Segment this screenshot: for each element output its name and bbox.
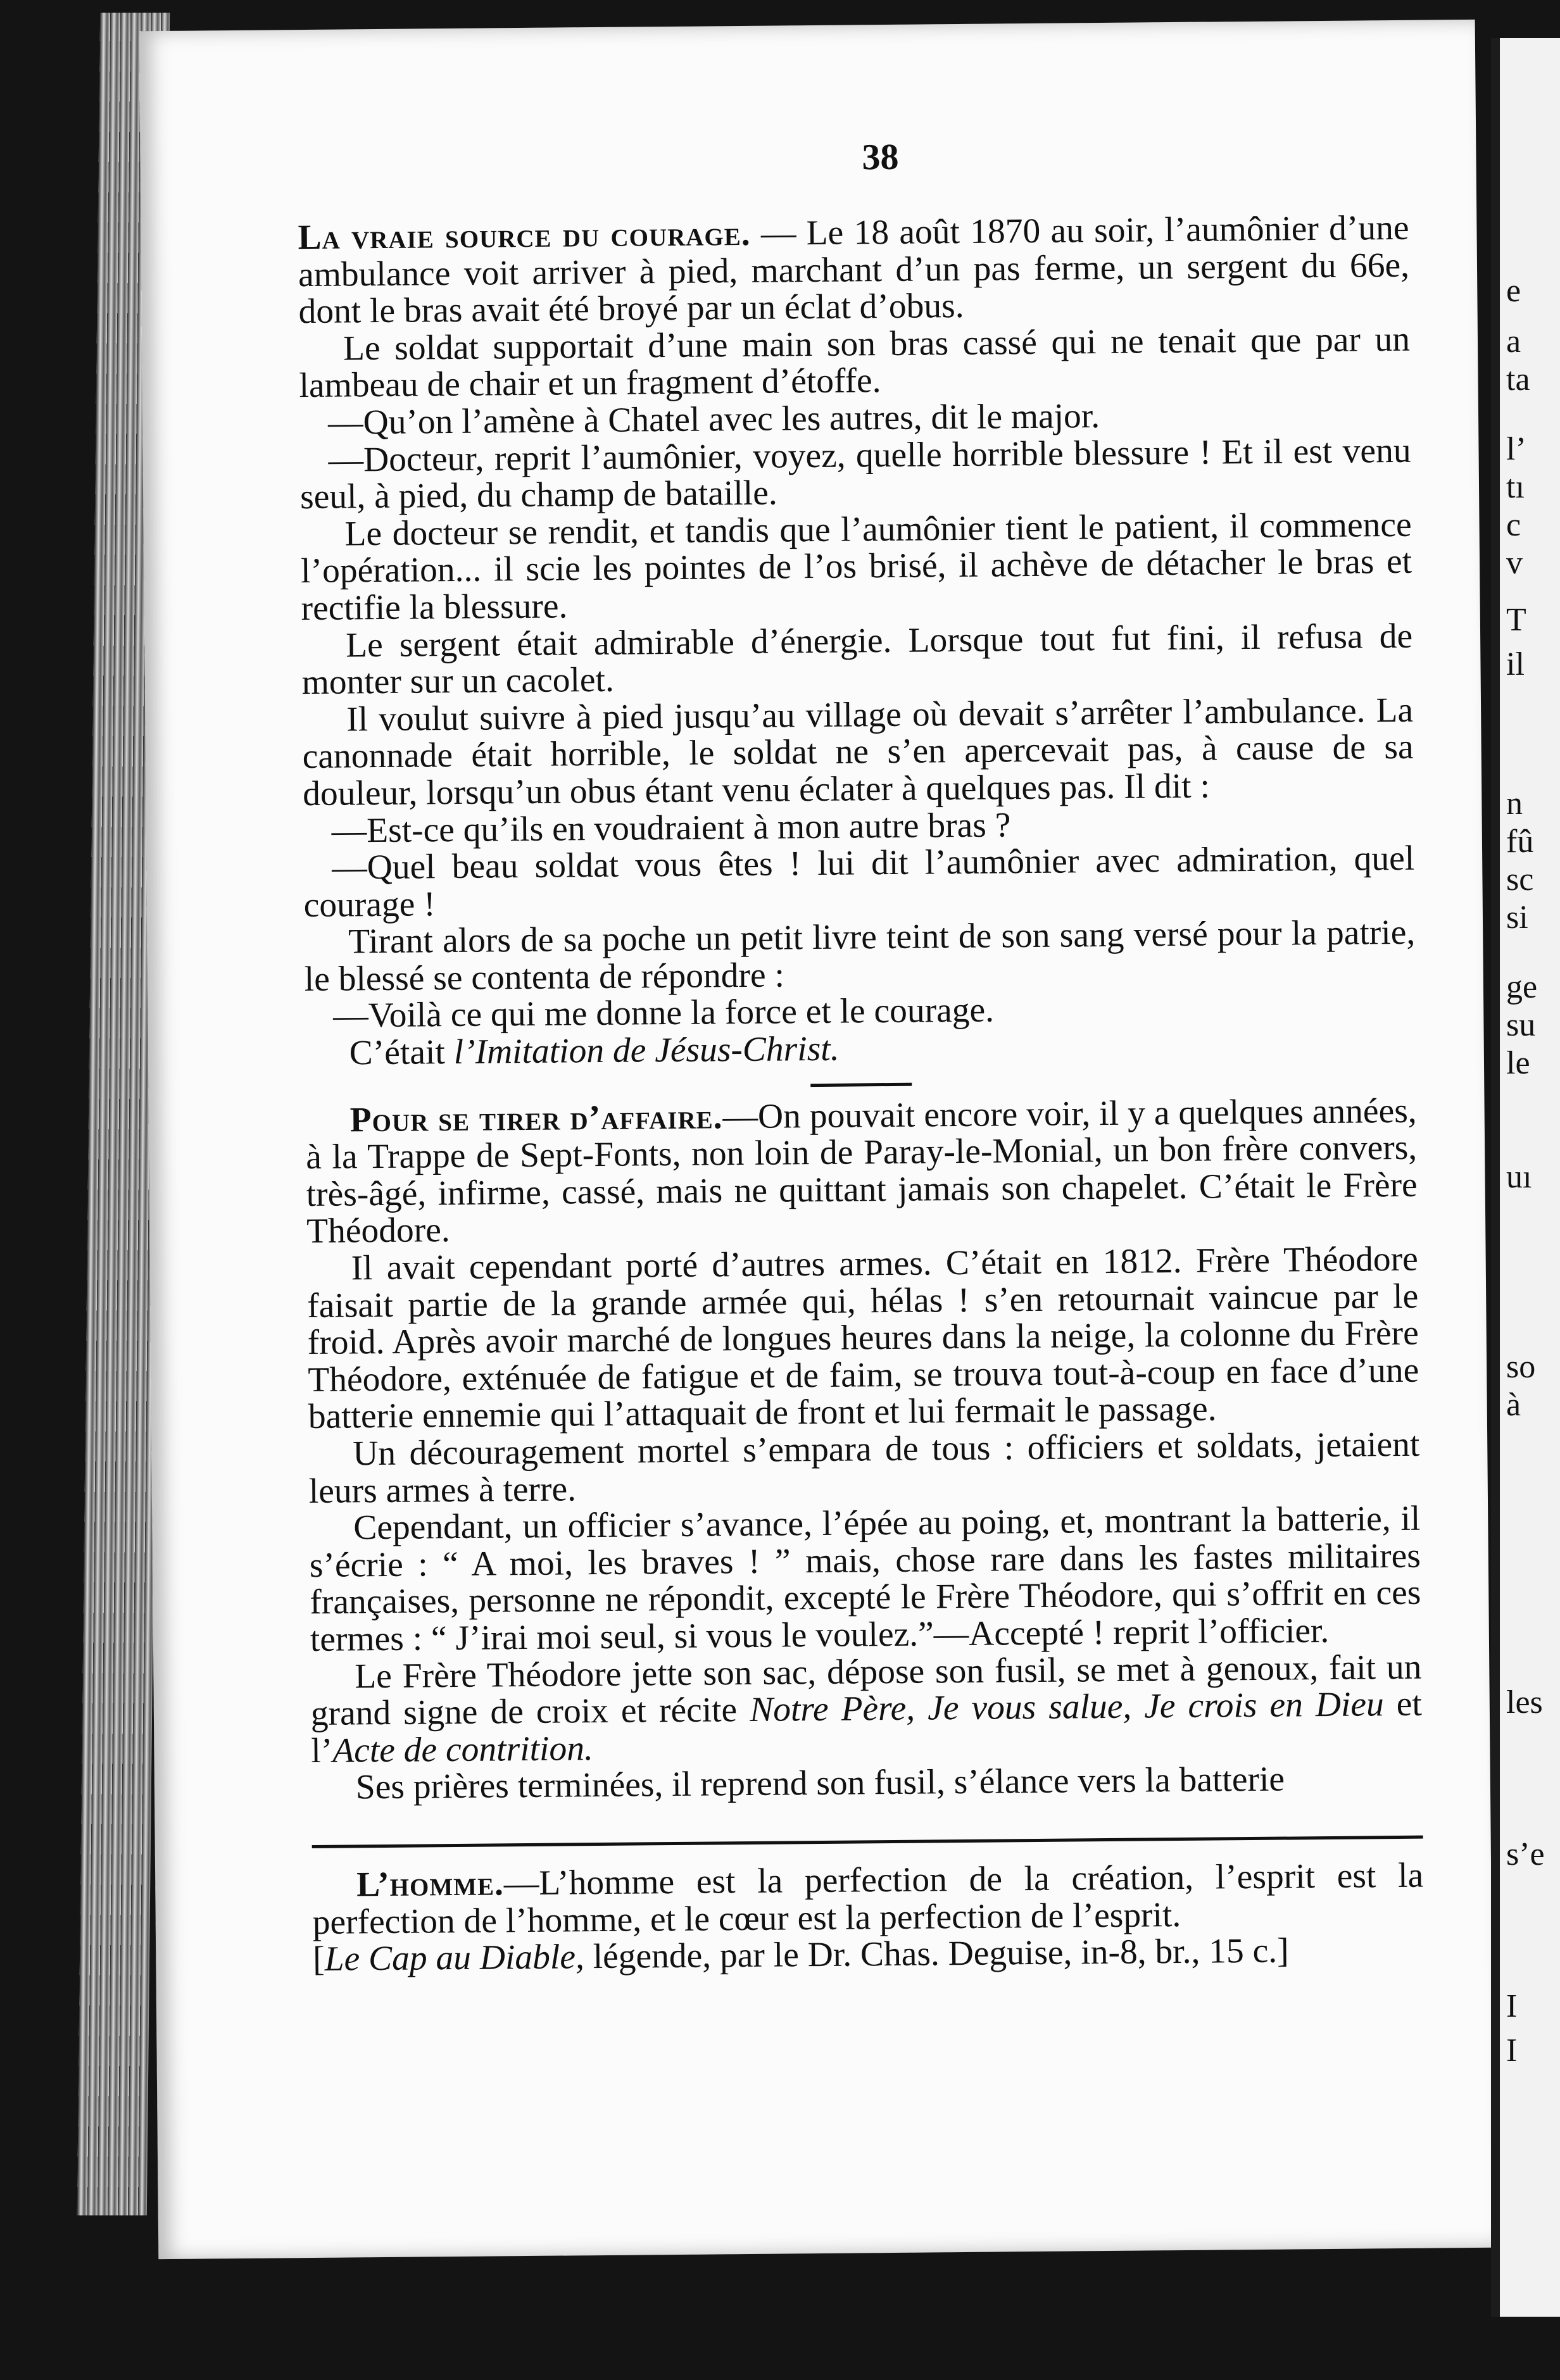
section1-paragraph: Tirant alors de sa poche un petit livre teint de son sang versé pour la patrie, le blessé se contenta de répondre : (304, 913, 1416, 999)
citation-details: légende, par le Dr. Chas. Deguise, in-8, br., 15 c.] (584, 1931, 1289, 1977)
adjacent-page-fragment: le (1506, 1045, 1530, 1081)
adjacent-page-fragment: s’e (1506, 1836, 1545, 1872)
section1-dialog: —Quel beau soldat vous êtes ! lui dit l’aumônier avec admiration, quel courage ! (303, 839, 1415, 925)
adjacent-page-edge (1491, 38, 1560, 2317)
section3-heading: L’homme. (356, 1864, 505, 1905)
section1-paragraph: — Le 18 août 1870 au soir, l’aumônier d’une ambulance voit arriver à pied, marchant d’un pas ferme, un sergent du 66e, dont le bras avait été broyé par un éclat d’obus. (298, 208, 1410, 332)
section-divider (810, 1082, 912, 1086)
adjacent-page-fragment: so (1506, 1349, 1536, 1385)
section2-heading: Pour se tirer d’affaire. (349, 1097, 723, 1140)
adjacent-page-fragment: l’ (1506, 431, 1526, 467)
section2-paragraph: —On pouvait encore voir, il y a quelques années, à la Trappe de Sept-Fonts, non loin de Paray-le-Monial, un bon frère convers, très-âgé, infirme, cassé, mais ne quittant jamais son chapelet. C’était le Frère Théodore. (305, 1091, 1418, 1251)
section1-paragraph: Le docteur se rendit, et tandis que l’aumônier tient le patient, il commence l’opération... il scie les pointes de l’os brisé, il achève de détacher le bras et rectifie la blessure. (300, 505, 1412, 629)
adjacent-page-fragment: su (1506, 1007, 1536, 1043)
citation-title: Le Cap au Diable, (324, 1938, 585, 1979)
page-body (298, 210, 1424, 1979)
adjacent-page-fragment: a (1506, 323, 1521, 360)
adjacent-page-fragment: T (1506, 602, 1526, 638)
section1-dialog: —Est-ce qu’ils en voudraient à mon autre bras ? (331, 805, 1011, 851)
section3-text: —L’homme est la perfection de la création, l’esprit est la perfection de l’homme, et le cœur est la perfection de l’esprit. (312, 1856, 1424, 1942)
section2-last-line: Ses prières terminées, il reprend son fusil, s’élance vers la batterie (355, 1760, 1285, 1807)
adjacent-page-fragment: n (1506, 786, 1523, 822)
section3-paragraph (312, 1858, 1424, 1941)
adjacent-page-fragment: si (1506, 899, 1528, 936)
adjacent-page-fragment: fû (1506, 824, 1534, 860)
prayer-mid: et l’ (311, 1684, 1423, 1770)
section1-dialog: —Qu’on l’amène à Chatel avec les autres, dit le major. (327, 397, 1100, 442)
adjacent-page-fragment: les (1506, 1684, 1543, 1720)
adjacent-page-fragment: v (1506, 545, 1523, 581)
prayer-intro: Le Frère Théodore jette son sac, dépose son fusil, se met à genoux, fait un grand signe de croix et récite (310, 1648, 1422, 1734)
citation (313, 1932, 1424, 1979)
adjacent-page-fragment: I (1506, 2032, 1518, 2069)
adjacent-page-fragment: I (1506, 1988, 1518, 2024)
closing-prefix: C’était (349, 1033, 454, 1073)
adjacent-page-fragment: uı (1506, 1159, 1532, 1195)
section1-first-paragraph (298, 210, 1409, 331)
adjacent-page-fragment: c (1506, 507, 1521, 543)
footer-divider (312, 1836, 1423, 1848)
citation-bracket: [ (313, 1939, 325, 1979)
section2-first-paragraph (305, 1093, 1418, 1251)
adjacent-page-fragment: à (1506, 1387, 1521, 1423)
section2-paragraph: Il avait cependant porté d’autres armes. C’était en 1812. Frère Théodore faisait partie de la grande armée qui, hélas ! s’en retournait vaincue par le froid. Après avoir marché de longues heures dans la neige, la colonne du Frère Théodore, exténuée de fatigue et de faim, se trouva tout-à-coup en face d’une batterie ennemie qui l’attaquait de front et lui fermait le passage. (306, 1239, 1419, 1437)
section1-dialog: —Docteur, reprit l’aumônier, voyez, quelle horrible blessure ! Et il est venu seul, à pied, du champ de bataille. (299, 431, 1411, 517)
section1-dialog: —Voilà ce qui me donne la force et le courage. (333, 991, 995, 1036)
adjacent-page-fragment: e (1506, 273, 1521, 309)
section1-closing (305, 1026, 1416, 1073)
section1-paragraph: Il voulut suivre à pied jusqu’au village où devait s’arrêter l’ambulance. La canonnade était horrible, le soldat ne s’en apercevait pas, à cause de sa douleur, lorsqu’un obus étant venu éclater à quelques pas. Il dit : (302, 691, 1414, 813)
adjacent-page-fragment: ge (1506, 969, 1538, 1005)
section2-prayer-paragraph (310, 1649, 1422, 1770)
adjacent-page-fragment: ta (1506, 361, 1530, 398)
page-number: 38 (862, 135, 899, 178)
section2-paragraph: Cependant, un officier s’avance, l’épée au poing, et, montrant la batterie, il s’écrie : “ A moi, les braves ! ” mais, chose rare dans les fastes militaires françaises, personne ne répondit, excepté le Frère Théodore, qui s’offrit en ces termes : “ J’irai moi seul, si vous le voulez.”—Accepté ! reprit l’officier. (309, 1499, 1421, 1659)
section2-paragraph: Un découragement mortel s’empara de tous : officiers et soldats, jetaient leurs armes à terre. (308, 1425, 1420, 1511)
book-page (139, 20, 1495, 2259)
prayer-names: Notre Père, Je vous salue, Je crois en Dieu (749, 1685, 1385, 1730)
section1-paragraph: Le sergent était admirable d’énergie. Lorsque tout fut fini, il refusa de monter sur un cacolet. (301, 617, 1413, 703)
section1-paragraph: Le soldat supportait d’une main son bras cassé qui ne tenait que par un lambeau de chair et un fragment d’étoffe. (299, 320, 1411, 406)
adjacent-page-fragment: sc (1506, 861, 1534, 898)
prayer-act: Acte de contrition. (332, 1729, 594, 1770)
adjacent-page-fragment: tı (1506, 469, 1525, 505)
book-title: l’Imitation de Jésus-Christ. (453, 1029, 840, 1072)
adjacent-page-fragment: il (1506, 646, 1525, 682)
section1-heading: La vraie source du courage. (298, 214, 751, 258)
